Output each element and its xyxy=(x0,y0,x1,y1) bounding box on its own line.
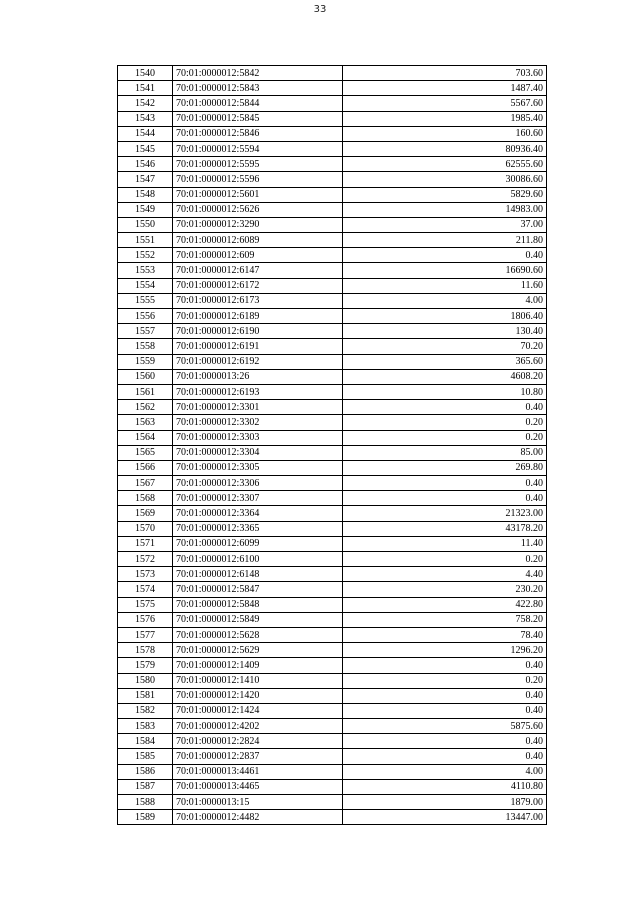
table-row xyxy=(118,445,547,460)
table-row xyxy=(118,764,547,779)
table-row xyxy=(118,202,547,217)
table-row xyxy=(118,749,547,764)
area-value-cell: 37.00 xyxy=(343,217,547,232)
cadastral-number-cell: 70:01:0000012:6192 xyxy=(173,354,343,369)
row-number-cell: 1549 xyxy=(118,202,173,217)
area-value-cell: 703.60 xyxy=(343,66,547,81)
cadastral-number-cell: 70:01:0000012:1424 xyxy=(173,703,343,718)
area-value-cell: 0.20 xyxy=(343,673,547,688)
area-value-cell: 1879.00 xyxy=(343,795,547,810)
table-row xyxy=(118,612,547,627)
area-value-cell: 0.20 xyxy=(343,430,547,445)
cadastral-number-cell: 70:01:0000012:3365 xyxy=(173,521,343,536)
row-number-cell: 1568 xyxy=(118,491,173,506)
row-number-cell: 1573 xyxy=(118,567,173,582)
table-row xyxy=(118,248,547,263)
area-value-cell: 85.00 xyxy=(343,445,547,460)
cadastral-number-cell: 70:01:0000012:6148 xyxy=(173,567,343,582)
cadastral-number-cell: 70:01:0000012:1410 xyxy=(173,673,343,688)
area-value-cell: 5829.60 xyxy=(343,187,547,202)
page-number: 33 xyxy=(313,4,327,15)
row-number-cell: 1574 xyxy=(118,582,173,597)
table-row xyxy=(118,779,547,794)
area-value-cell: 21323.00 xyxy=(343,506,547,521)
area-value-cell: 4608.20 xyxy=(343,369,547,384)
cadastral-number-cell: 70:01:0000012:4482 xyxy=(173,810,343,825)
table-row xyxy=(118,66,547,81)
area-value-cell: 365.60 xyxy=(343,354,547,369)
row-number-cell: 1548 xyxy=(118,187,173,202)
row-number-cell: 1565 xyxy=(118,445,173,460)
row-number-cell: 1545 xyxy=(118,141,173,156)
row-number-cell: 1581 xyxy=(118,688,173,703)
area-value-cell: 0.40 xyxy=(343,476,547,491)
area-value-cell: 1985.40 xyxy=(343,111,547,126)
area-value-cell: 0.20 xyxy=(343,552,547,567)
cadastral-number-cell: 70:01:0000013:4465 xyxy=(173,779,343,794)
area-value-cell: 422.80 xyxy=(343,597,547,612)
area-value-cell: 14983.00 xyxy=(343,202,547,217)
area-value-cell: 1487.40 xyxy=(343,81,547,96)
table-row xyxy=(118,263,547,278)
table-row xyxy=(118,582,547,597)
table-row xyxy=(118,81,547,96)
cadastral-number-cell: 70:01:0000012:3302 xyxy=(173,415,343,430)
table-row xyxy=(118,491,547,506)
row-number-cell: 1586 xyxy=(118,764,173,779)
table-row xyxy=(118,567,547,582)
table-row xyxy=(118,810,547,825)
row-number-cell: 1547 xyxy=(118,172,173,187)
area-value-cell: 5875.60 xyxy=(343,719,547,734)
cadastral-number-cell: 70:01:0000012:609 xyxy=(173,248,343,263)
row-number-cell: 1582 xyxy=(118,703,173,718)
cadastral-number-cell: 70:01:0000012:3305 xyxy=(173,460,343,475)
row-number-cell: 1556 xyxy=(118,309,173,324)
row-number-cell: 1588 xyxy=(118,795,173,810)
cadastral-number-cell: 70:01:0000012:5601 xyxy=(173,187,343,202)
cadastral-number-cell: 70:01:0000013:26 xyxy=(173,369,343,384)
cadastral-number-cell: 70:01:0000012:3364 xyxy=(173,506,343,521)
area-value-cell: 4.00 xyxy=(343,293,547,308)
row-number-cell: 1575 xyxy=(118,597,173,612)
cadastral-number-cell: 70:01:0000012:5847 xyxy=(173,582,343,597)
table-row xyxy=(118,369,547,384)
cadastral-number-cell: 70:01:0000012:5842 xyxy=(173,66,343,81)
table-row xyxy=(118,658,547,673)
row-number-cell: 1583 xyxy=(118,719,173,734)
area-value-cell: 1296.20 xyxy=(343,643,547,658)
cadastral-number-cell: 70:01:0000013:4461 xyxy=(173,764,343,779)
cadastral-number-cell: 70:01:0000012:5594 xyxy=(173,141,343,156)
cadastral-number-cell: 70:01:0000012:1409 xyxy=(173,658,343,673)
area-value-cell: 160.60 xyxy=(343,126,547,141)
cadastral-number-cell: 70:01:0000012:2837 xyxy=(173,749,343,764)
cadastral-number-cell: 70:01:0000012:3290 xyxy=(173,217,343,232)
row-number-cell: 1555 xyxy=(118,293,173,308)
table-row xyxy=(118,187,547,202)
area-value-cell: 16690.60 xyxy=(343,263,547,278)
cadastral-number-cell: 70:01:0000012:6172 xyxy=(173,278,343,293)
area-value-cell: 5567.60 xyxy=(343,96,547,111)
cadastral-number-cell: 70:01:0000012:6100 xyxy=(173,552,343,567)
cadastral-number-cell: 70:01:0000012:5595 xyxy=(173,157,343,172)
table-row xyxy=(118,233,547,248)
table-row xyxy=(118,673,547,688)
table-row xyxy=(118,324,547,339)
area-value-cell: 11.60 xyxy=(343,278,547,293)
cadastral-number-cell: 70:01:0000012:2824 xyxy=(173,734,343,749)
table-row xyxy=(118,688,547,703)
table-row xyxy=(118,157,547,172)
cadastral-number-cell: 70:01:0000012:3301 xyxy=(173,400,343,415)
cadastral-number-cell: 70:01:0000013:15 xyxy=(173,795,343,810)
row-number-cell: 1562 xyxy=(118,400,173,415)
table-row xyxy=(118,430,547,445)
area-value-cell: 43178.20 xyxy=(343,521,547,536)
row-number-cell: 1584 xyxy=(118,734,173,749)
row-number-cell: 1546 xyxy=(118,157,173,172)
table-row xyxy=(118,795,547,810)
area-value-cell: 0.40 xyxy=(343,658,547,673)
area-value-cell: 0.40 xyxy=(343,749,547,764)
table-row xyxy=(118,643,547,658)
table-row xyxy=(118,627,547,642)
table-row xyxy=(118,552,547,567)
cadastral-number-cell: 70:01:0000012:5849 xyxy=(173,612,343,627)
area-value-cell: 80936.40 xyxy=(343,141,547,156)
area-value-cell: 70.20 xyxy=(343,339,547,354)
table-row xyxy=(118,278,547,293)
row-number-cell: 1589 xyxy=(118,810,173,825)
table-row xyxy=(118,309,547,324)
area-value-cell: 78.40 xyxy=(343,627,547,642)
table-row xyxy=(118,460,547,475)
row-number-cell: 1576 xyxy=(118,612,173,627)
area-value-cell: 211.80 xyxy=(343,233,547,248)
area-value-cell: 1806.40 xyxy=(343,309,547,324)
cadastral-number-cell: 70:01:0000012:5848 xyxy=(173,597,343,612)
cadastral-number-cell: 70:01:0000012:6173 xyxy=(173,293,343,308)
row-number-cell: 1554 xyxy=(118,278,173,293)
area-value-cell: 10.80 xyxy=(343,384,547,399)
cadastral-number-cell: 70:01:0000012:1420 xyxy=(173,688,343,703)
area-value-cell: 62555.60 xyxy=(343,157,547,172)
table-row xyxy=(118,506,547,521)
cadastral-number-cell: 70:01:0000012:5628 xyxy=(173,627,343,642)
row-number-cell: 1585 xyxy=(118,749,173,764)
row-number-cell: 1580 xyxy=(118,673,173,688)
cadastral-number-cell: 70:01:0000012:3307 xyxy=(173,491,343,506)
area-value-cell: 13447.00 xyxy=(343,810,547,825)
table-row xyxy=(118,521,547,536)
table-row xyxy=(118,339,547,354)
table-row xyxy=(118,96,547,111)
row-number-cell: 1570 xyxy=(118,521,173,536)
table-row xyxy=(118,536,547,551)
row-number-cell: 1579 xyxy=(118,658,173,673)
table-row xyxy=(118,217,547,232)
area-value-cell: 30086.60 xyxy=(343,172,547,187)
area-value-cell: 0.40 xyxy=(343,400,547,415)
area-value-cell: 0.20 xyxy=(343,415,547,430)
row-number-cell: 1540 xyxy=(118,66,173,81)
area-value-cell: 130.40 xyxy=(343,324,547,339)
row-number-cell: 1577 xyxy=(118,627,173,642)
area-value-cell: 758.20 xyxy=(343,612,547,627)
cadastral-number-cell: 70:01:0000012:5596 xyxy=(173,172,343,187)
table-row xyxy=(118,415,547,430)
parcel-table xyxy=(117,65,547,825)
area-value-cell: 4.00 xyxy=(343,764,547,779)
row-number-cell: 1559 xyxy=(118,354,173,369)
area-value-cell: 230.20 xyxy=(343,582,547,597)
table-row xyxy=(118,172,547,187)
cadastral-number-cell: 70:01:0000012:5845 xyxy=(173,111,343,126)
cadastral-number-cell: 70:01:0000012:6190 xyxy=(173,324,343,339)
row-number-cell: 1553 xyxy=(118,263,173,278)
cadastral-number-cell: 70:01:0000012:3304 xyxy=(173,445,343,460)
table-row xyxy=(118,354,547,369)
area-value-cell: 0.40 xyxy=(343,703,547,718)
area-value-cell: 4.40 xyxy=(343,567,547,582)
area-value-cell: 0.40 xyxy=(343,491,547,506)
table-row xyxy=(118,597,547,612)
cadastral-number-cell: 70:01:0000012:6099 xyxy=(173,536,343,551)
row-number-cell: 1572 xyxy=(118,552,173,567)
row-number-cell: 1563 xyxy=(118,415,173,430)
area-value-cell: 0.40 xyxy=(343,734,547,749)
cadastral-number-cell: 70:01:0000012:5844 xyxy=(173,96,343,111)
cadastral-number-cell: 70:01:0000012:3303 xyxy=(173,430,343,445)
cadastral-number-cell: 70:01:0000012:6147 xyxy=(173,263,343,278)
table-row xyxy=(118,126,547,141)
row-number-cell: 1543 xyxy=(118,111,173,126)
table-row xyxy=(118,703,547,718)
area-value-cell: 269.80 xyxy=(343,460,547,475)
table-row xyxy=(118,476,547,491)
row-number-cell: 1566 xyxy=(118,460,173,475)
row-number-cell: 1541 xyxy=(118,81,173,96)
cadastral-number-cell: 70:01:0000012:5626 xyxy=(173,202,343,217)
row-number-cell: 1561 xyxy=(118,384,173,399)
row-number-cell: 1551 xyxy=(118,233,173,248)
row-number-cell: 1571 xyxy=(118,536,173,551)
cadastral-number-cell: 70:01:0000012:5846 xyxy=(173,126,343,141)
row-number-cell: 1550 xyxy=(118,217,173,232)
table-body xyxy=(118,66,547,825)
row-number-cell: 1569 xyxy=(118,506,173,521)
cadastral-number-cell: 70:01:0000012:6191 xyxy=(173,339,343,354)
row-number-cell: 1564 xyxy=(118,430,173,445)
table-row xyxy=(118,293,547,308)
row-number-cell: 1578 xyxy=(118,643,173,658)
area-value-cell: 0.40 xyxy=(343,688,547,703)
row-number-cell: 1560 xyxy=(118,369,173,384)
table-row xyxy=(118,734,547,749)
row-number-cell: 1544 xyxy=(118,126,173,141)
cadastral-number-cell: 70:01:0000012:4202 xyxy=(173,719,343,734)
cadastral-number-cell: 70:01:0000012:6089 xyxy=(173,233,343,248)
cadastral-number-cell: 70:01:0000012:3306 xyxy=(173,476,343,491)
table-row xyxy=(118,400,547,415)
table-row xyxy=(118,141,547,156)
row-number-cell: 1557 xyxy=(118,324,173,339)
row-number-cell: 1567 xyxy=(118,476,173,491)
row-number-cell: 1542 xyxy=(118,96,173,111)
cadastral-number-cell: 70:01:0000012:6193 xyxy=(173,384,343,399)
table-row xyxy=(118,111,547,126)
row-number-cell: 1558 xyxy=(118,339,173,354)
table-row xyxy=(118,384,547,399)
area-value-cell: 11.40 xyxy=(343,536,547,551)
row-number-cell: 1552 xyxy=(118,248,173,263)
cadastral-number-cell: 70:01:0000012:5629 xyxy=(173,643,343,658)
table-row xyxy=(118,719,547,734)
cadastral-number-cell: 70:01:0000012:6189 xyxy=(173,309,343,324)
row-number-cell: 1587 xyxy=(118,779,173,794)
area-value-cell: 0.40 xyxy=(343,248,547,263)
cadastral-number-cell: 70:01:0000012:5843 xyxy=(173,81,343,96)
area-value-cell: 4110.80 xyxy=(343,779,547,794)
